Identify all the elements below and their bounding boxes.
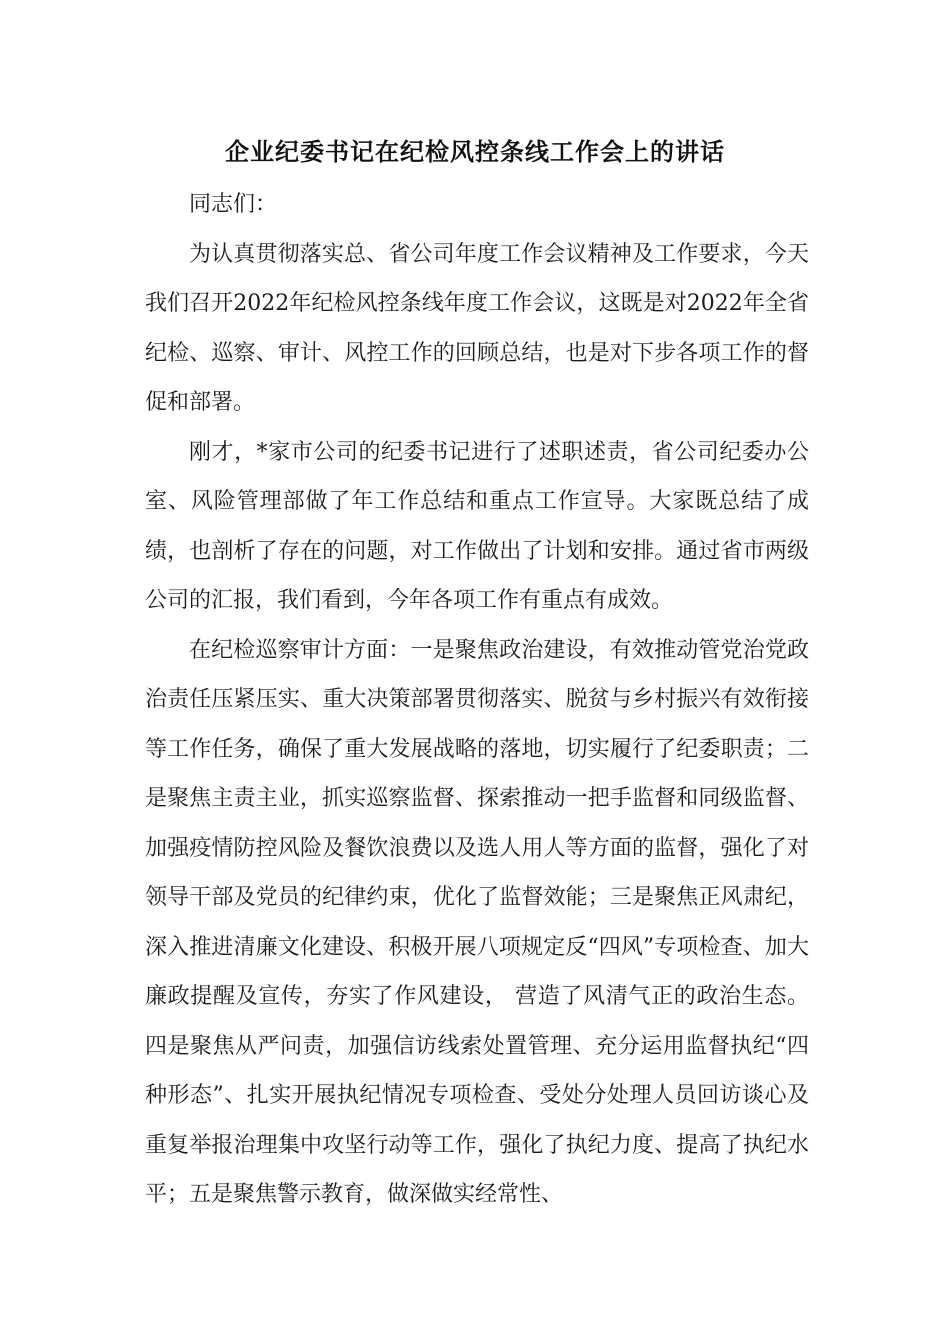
document-title: 企业纪委书记在纪检风控条线工作会上的讲话 [225, 138, 725, 166]
salutation: 同志们： [189, 192, 278, 217]
paragraph-3: 在纪检巡察审计方面：一是聚焦政治建设，有效推动管党治党政治责任压紧压实、重大决策部署贯彻落实、脱贫与乡村振兴有效衔接等工作任务，确保了重大发展战略的落地，切实履行了纪委职责；二是聚焦主责主业，抓实巡察监督、探索推动一把手监督和同级监督、加强疫情防控风险及餐饮浪费以及选人用人等方面的监督，强化了对领导干部及党员的纪律约束，优化了监督效能；三是聚焦正风肃纪，深入推进清廉文化建设、积极开展八项规定反“四风”专项检查、加大廉政提醒及宣传，夯实了作风建设， 营造了风清气正的政治生态。四是聚焦从严问责，加强信访线索处置管理、充分运用监督执纪“四种形态”、扎实开展执纪情况专项检查、受处分处理人员回访谈心及重复举报治理集中攻坚行动等工作，强化了执纪力度、提高了执纪水平；五是聚焦警示教育，做深做实经常性、 [145, 637, 809, 1207]
document-body [145, 180, 809, 1220]
paragraph-2: 刚才，*家市公司的纪委书记进行了述职述责，省公司纪委办公室、风险管理部做了年工作总结和重点工作宣导。大家既总结了成绩，也剖析了存在的问题，对工作做出了计划和安排。通过省市两级公司的汇报，我们看到，今年各项工作有重点有成效。 [145, 439, 809, 613]
paragraph-1: 为认真贯彻落实总、省公司年度工作会议精神及工作要求，今天我们召开2022年纪检风控条线年度工作会议，这既是对2022年全省纪检、巡察、审计、风控工作的回顾总结，也是对下步各项工作的督促和部署。 [145, 241, 809, 415]
